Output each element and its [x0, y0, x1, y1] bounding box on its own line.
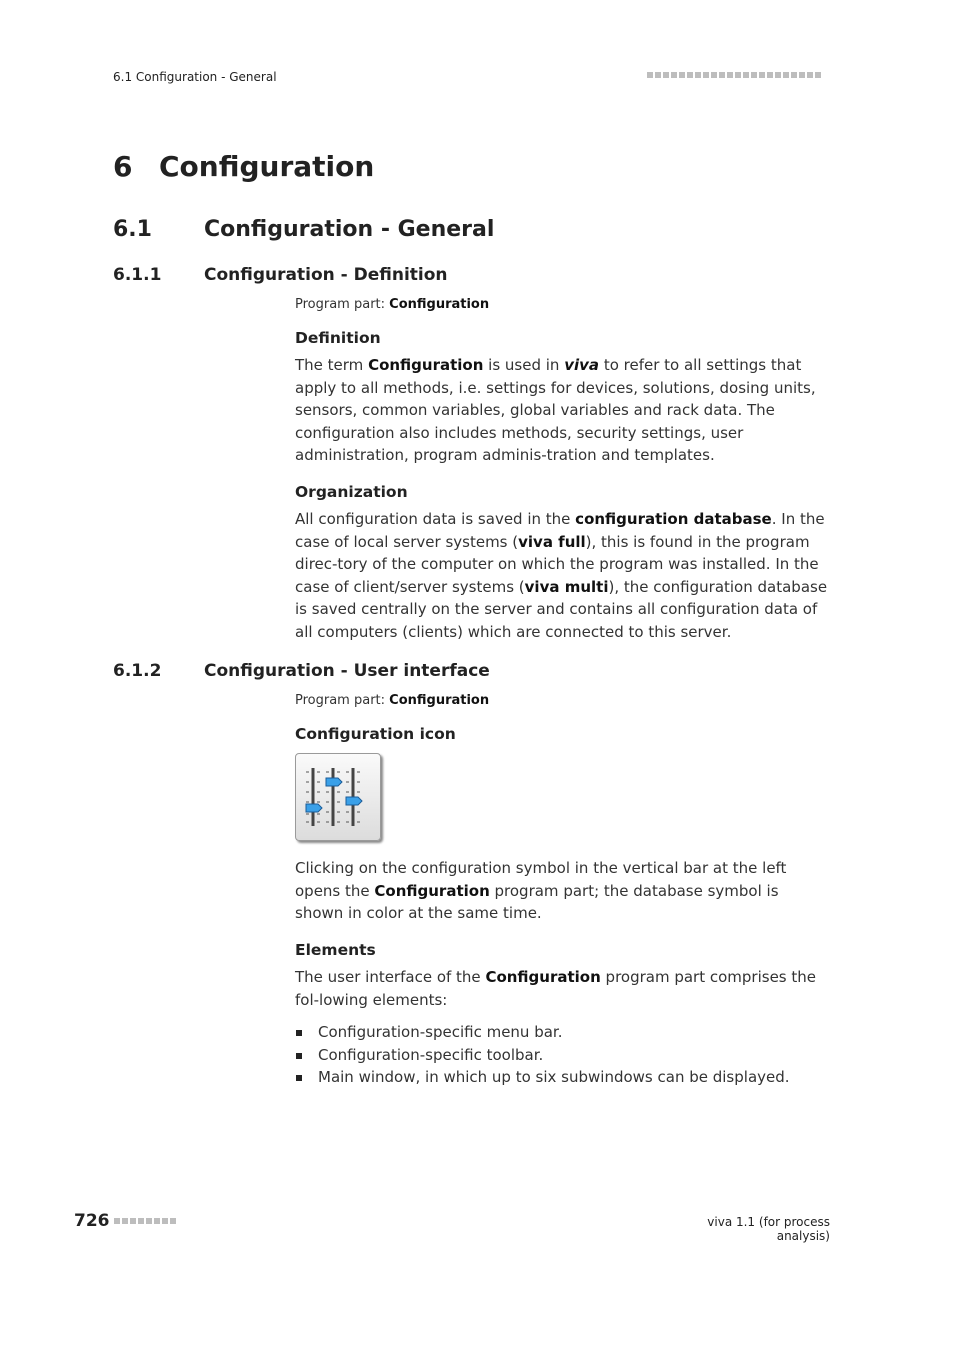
subsection-heading-user-interface [113, 661, 490, 681]
header-decoration [647, 72, 829, 80]
configuration-sliders-icon [295, 753, 381, 841]
list-item: Configuration-specific toolbar. [295, 1044, 830, 1067]
list-item: Configuration-specific menu bar. [295, 1021, 830, 1044]
footer-decoration [114, 1218, 176, 1224]
organization-heading: Organization [295, 483, 408, 501]
subsection-heading-definition [113, 265, 448, 285]
section-number: 6.1 [113, 217, 152, 242]
definition-heading: Definition [295, 329, 381, 347]
chapter-number: 6 [113, 150, 133, 183]
elements-heading: Elements [295, 941, 376, 959]
running-header: 6.1 Configuration - General [113, 70, 277, 84]
section-title: Configuration - General [204, 217, 495, 242]
running-footer: viva 1.1 (for process analysis) [707, 1215, 830, 1243]
section-heading [113, 217, 494, 242]
configuration-icon-heading: Configuration icon [295, 725, 456, 743]
program-part-line: Program part: Configuration [295, 693, 490, 708]
elements-list [295, 1021, 830, 1089]
chapter-title: Configuration [159, 150, 375, 183]
subsection-number: 6.1.2 [113, 661, 162, 681]
chapter-heading [113, 150, 374, 183]
subsection-number: 6.1.1 [113, 265, 162, 285]
icon-description-paragraph: Clicking on the configuration symbol in the vertical bar at the left opens the Configuration program part; the database symbol is shown in color at the same time. [295, 859, 787, 922]
subsection-title: Configuration - User interface [204, 661, 490, 681]
page-number: 726 [74, 1211, 110, 1231]
elements-paragraph: The user interface of the Configuration program part comprises the fol-lowing elements: [295, 968, 817, 1009]
organization-paragraph: All configuration data is saved in the configuration database. In the case of local server systems (viva full), this is found in the program direc-tory of the computer on which the program was installed. In the case of client/server systems (viva multi), the configuration database is saved centrally on the server and contains all configuration data of all computers (clients) which are connected to this server. [295, 510, 828, 641]
subsection-title: Configuration - Definition [204, 265, 448, 285]
program-part-line: Program part: Configuration [295, 297, 490, 312]
definition-paragraph: The term Configuration is used in viva to refer to all settings that apply to all methods, i.e. settings for devices, solutions, dosing units, sensors, common variables, global variables and rack data. The configuration also includes methods, security settings, user administration, program adminis-tration and templates. [295, 356, 816, 464]
list-item: Main window, in which up to six subwindows can be displayed. [295, 1066, 830, 1089]
